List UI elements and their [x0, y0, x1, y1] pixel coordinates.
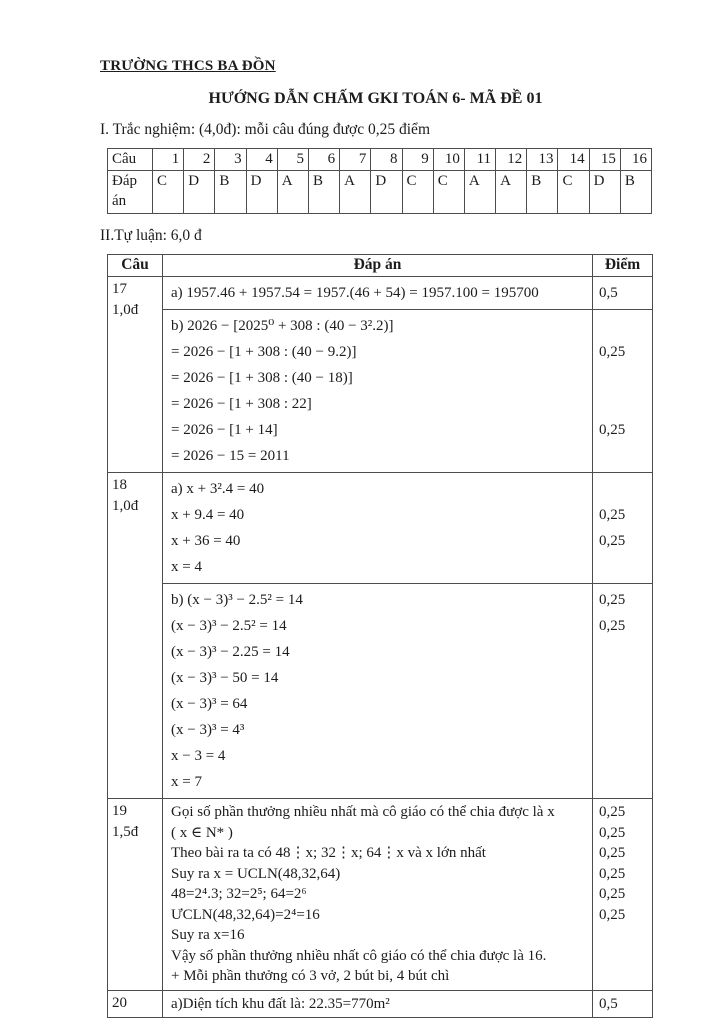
score-cell	[593, 584, 653, 799]
essay-answer-table	[107, 254, 653, 1018]
mc-answer-label: Đáp án	[108, 171, 153, 214]
essay-header-cau: Câu	[108, 255, 163, 277]
essay-question-20-part-1	[108, 990, 653, 1018]
solution-line: (x − 3)³ = 64	[171, 696, 248, 712]
mc-answer-cell: A	[340, 171, 371, 214]
mc-question-number-cell: 10	[433, 149, 464, 171]
question-points: 1,5đ	[112, 824, 139, 840]
score-value: 0,25	[599, 533, 626, 549]
score-value	[599, 743, 648, 769]
mc-answer-cell: B	[215, 171, 246, 214]
score-cell	[593, 799, 653, 991]
solution-line: = 2026 − [1 + 308 : 22]	[171, 396, 312, 412]
question-number: 19	[112, 803, 127, 819]
score-cell	[593, 310, 653, 473]
score-cell	[593, 990, 653, 1018]
mc-answer-cell: B	[527, 171, 558, 214]
solution-line: = 2026 − 15 = 2011	[171, 448, 290, 464]
mc-answer-cell: A	[277, 171, 308, 214]
score-value	[599, 443, 648, 469]
document-title: HƯỚNG DẪN CHẤM GKI TOÁN 6- MÃ ĐỀ 01	[208, 90, 543, 107]
mc-question-number-cell: 7	[340, 149, 371, 171]
solution-line: Suy ra x = UCLN(48,32,64)	[171, 865, 341, 882]
solution-line: x + 36 = 40	[171, 533, 241, 549]
mc-answer-cell: C	[153, 171, 184, 214]
mc-question-number-cell: 12	[496, 149, 527, 171]
solution-line: = 2026 − [1 + 14]	[171, 422, 278, 438]
score-value: 0,25	[599, 865, 626, 882]
score-value	[599, 313, 648, 339]
score-value: 0,25	[599, 906, 626, 923]
mc-answer-cell: D	[589, 171, 620, 214]
score-value: 0,25	[599, 344, 626, 360]
mc-question-number-cell: 4	[246, 149, 277, 171]
question-number-cell	[108, 990, 163, 1018]
score-value	[599, 476, 648, 502]
solution-line: b) (x − 3)³ − 2.5² = 14	[171, 592, 303, 608]
score-value	[599, 365, 648, 391]
mc-question-number-cell: 16	[620, 149, 651, 171]
score-value	[599, 966, 648, 987]
mc-question-number-cell: 3	[215, 149, 246, 171]
solution-line: x − 3 = 4	[171, 748, 226, 764]
mc-question-number-cell: 6	[308, 149, 339, 171]
mc-corner-label: Câu	[108, 149, 153, 171]
score-value	[599, 925, 648, 946]
mc-question-number-cell: 2	[184, 149, 215, 171]
score-value: 0,25	[599, 507, 626, 523]
score-value: 0,5	[599, 285, 618, 301]
solution-line: = 2026 − [1 + 308 : (40 − 18)]	[171, 370, 353, 386]
section-heading-tu-luan: II.Tự luận: 6,0 đ	[100, 227, 202, 244]
score-value: 0,25	[599, 422, 626, 438]
answer-solution-cell	[163, 799, 593, 991]
mc-question-number-cell: 8	[371, 149, 402, 171]
question-points: 1,0đ	[112, 302, 139, 318]
solution-line: a) 1957.46 + 1957.54 = 1957.(46 + 54) = 1957.100 = 195700	[171, 285, 539, 301]
score-cell	[593, 277, 653, 310]
solution-line: (x − 3)³ − 2.5² = 14	[171, 618, 287, 634]
solution-line: Vậy số phần thưởng nhiều nhất cô giáo có thể chia được là 16.	[171, 947, 547, 964]
question-number: 20	[112, 994, 127, 1011]
score-value	[599, 639, 648, 665]
solution-line: x = 7	[171, 774, 202, 790]
answer-solution-cell	[163, 584, 593, 799]
multiple-choice-answer-table	[107, 148, 652, 214]
score-value: 0,25	[599, 886, 626, 902]
section-heading-trac-nghiem: I. Trắc nghiệm: (4,0đ): mỗi câu đúng được 0,25 điểm	[100, 121, 430, 138]
mc-answer-cell: D	[184, 171, 215, 214]
essay-table-header-row	[108, 255, 653, 277]
essay-question-18-part-2	[108, 584, 653, 799]
essay-question-17-part-2	[108, 310, 653, 473]
mc-answer-cell: C	[558, 171, 589, 214]
solution-line: Suy ra x=16	[171, 927, 245, 943]
solution-line: a)Diện tích khu đất là: 22.35=770m²	[171, 995, 390, 1012]
solution-line: ƯCLN(48,32,64)=2⁴=16	[171, 906, 320, 923]
mc-answer-cell: A	[496, 171, 527, 214]
solution-line: Theo bài ra ta có 48⋮x; 32⋮x; 64⋮x và x lớn nhất	[171, 845, 486, 861]
score-value: 0,25	[599, 618, 626, 634]
question-number-cell	[108, 799, 163, 991]
score-value	[599, 946, 648, 967]
score-value: 0,25	[599, 824, 626, 841]
solution-line: 48=2⁴.3; 32=2⁵; 64=2⁶	[171, 886, 307, 902]
solution-line: b) 2026 − [2025⁰ + 308 : (40 − 3².2)]	[171, 318, 394, 334]
score-cell	[593, 473, 653, 584]
mc-answer-cell: B	[620, 171, 651, 214]
question-number: 17	[112, 281, 127, 297]
score-value	[599, 665, 648, 691]
question-number-cell	[108, 473, 163, 799]
mc-answer-cell: A	[464, 171, 495, 214]
answer-solution-cell	[163, 277, 593, 310]
essay-question-19-part-1	[108, 799, 653, 991]
question-number: 18	[112, 477, 127, 493]
solution-line: (x − 3)³ − 2.25 = 14	[171, 644, 290, 660]
mc-question-number-cell: 14	[558, 149, 589, 171]
answer-solution-cell	[163, 310, 593, 473]
answer-solution-cell	[163, 473, 593, 584]
essay-header-diem: Điểm	[593, 255, 653, 277]
solution-line: = 2026 − [1 + 308 : (40 − 9.2)]	[171, 344, 357, 360]
mc-answer-cell: C	[433, 171, 464, 214]
score-value: 0,25	[599, 592, 626, 608]
essay-question-17-part-1	[108, 277, 653, 310]
question-points: 1,0đ	[112, 498, 139, 514]
mc-question-number-cell: 15	[589, 149, 620, 171]
solution-line: (x − 3)³ = 4³	[171, 722, 245, 738]
school-name: TRƯỜNG THCS BA ĐỒN	[100, 58, 276, 74]
score-value	[599, 691, 648, 717]
mc-answer-row	[108, 171, 652, 214]
score-value: 0,25	[599, 804, 626, 820]
solution-line: + Mỗi phần thưởng có 3 vở, 2 bút bi, 4 bút chì	[171, 968, 450, 984]
score-value	[599, 769, 648, 795]
score-value	[599, 391, 648, 417]
mc-question-number-cell: 9	[402, 149, 433, 171]
mc-answer-cell: B	[308, 171, 339, 214]
essay-question-18-part-1	[108, 473, 653, 584]
mc-question-number-cell: 5	[277, 149, 308, 171]
solution-line: ( x ∈ N* )	[171, 824, 233, 841]
solution-line: x + 9.4 = 40	[171, 507, 245, 523]
answer-solution-cell	[163, 990, 593, 1018]
score-value	[599, 717, 648, 743]
solution-line: (x − 3)³ − 50 = 14	[171, 670, 279, 686]
mc-answer-cell: D	[246, 171, 277, 214]
solution-line: x = 4	[171, 559, 202, 575]
mc-question-number-cell: 11	[464, 149, 495, 171]
solution-line: Gọi số phần thưởng nhiều nhất mà cô giáo có thể chia được là x	[171, 804, 555, 820]
mc-answer-cell: D	[371, 171, 402, 214]
mc-question-number-cell: 13	[527, 149, 558, 171]
essay-header-dapan: Đáp án	[163, 255, 593, 277]
mc-question-number-row	[108, 149, 652, 171]
mc-question-number-cell: 1	[153, 149, 184, 171]
question-number-cell	[108, 277, 163, 473]
solution-line: a) x + 3².4 = 40	[171, 481, 265, 497]
score-value	[599, 554, 648, 580]
score-value: 0,25	[599, 845, 626, 861]
mc-answer-cell: C	[402, 171, 433, 214]
score-value: 0,5	[599, 995, 618, 1012]
